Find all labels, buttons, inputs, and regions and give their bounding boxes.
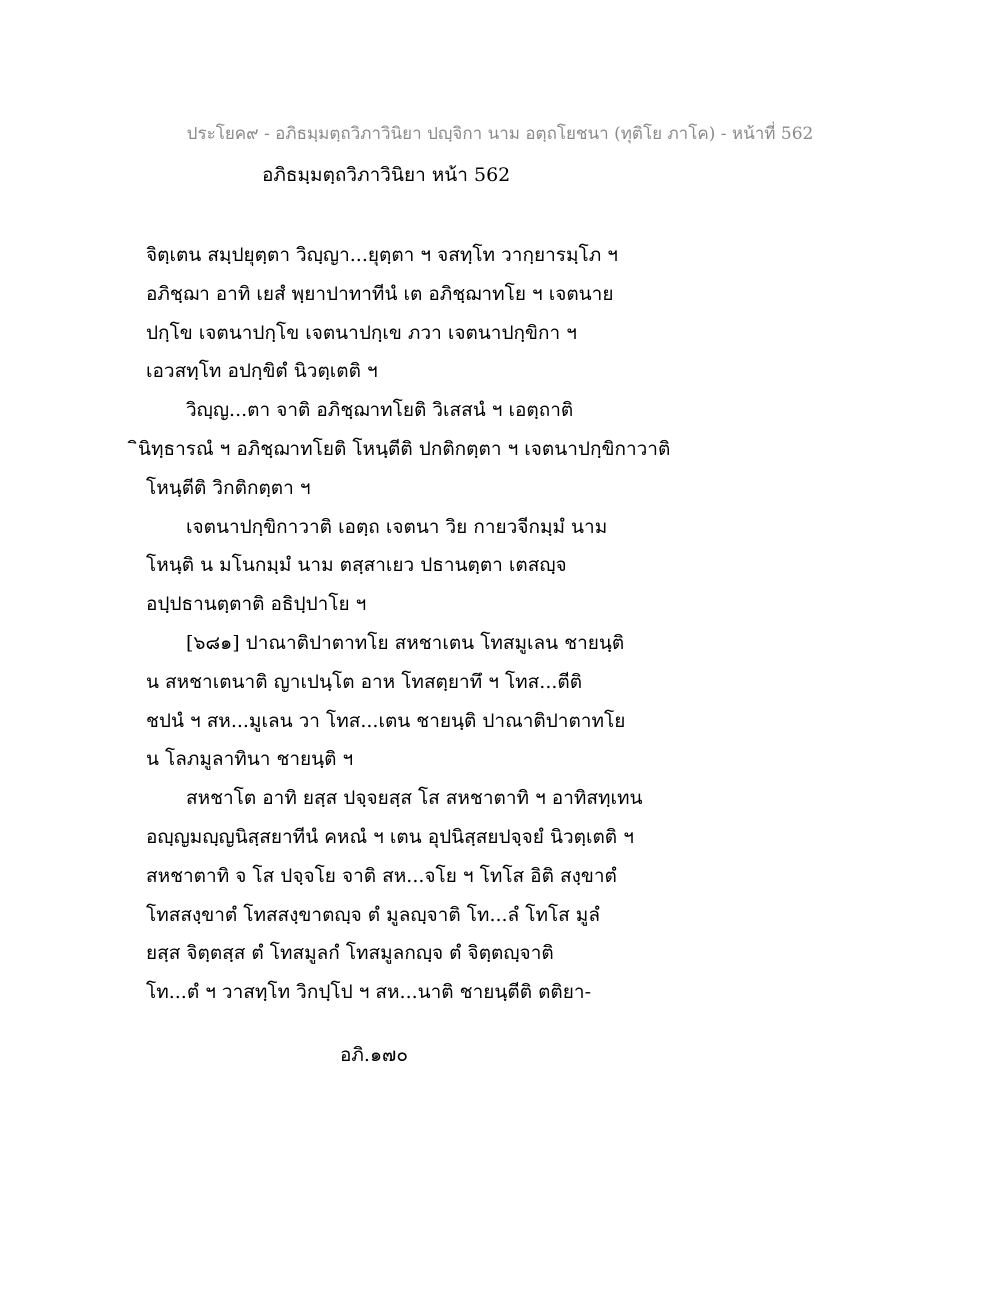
text-line: ปกฺโข เจตนาปกฺโข เจตนาปกฺเข ภวา เจตนาปกฺขิกา ฯ [146, 321, 577, 344]
text-line: น สหชาเตนาติ ญาเปนฺโต อาห โทสตฺยาทึ ฯ โทส...ตีติ [146, 670, 583, 693]
text-line: สหชาตาทิ จ โส ปจฺจโย จาติ สห...จโย ฯ โทโส อิติ สงฺขาตํ [146, 864, 617, 887]
text-line: น โลภมูลาทินา ชายนฺติ ฯ [146, 748, 354, 771]
page-title: อภิธมฺมตฺถวิภาวินิยา หน้า 562 [262, 164, 511, 186]
text-line: ยสฺส จิตฺตสฺส ตํ โทสมูลกํ โทสมูลกญฺจ ตํ จิตฺตญฺจาติ [146, 942, 554, 965]
text-line: สหชาโต อาทิ ยสฺส ปจฺจยสฺส โส สหชาตาทิ ฯ อาทิสทฺเทน [186, 787, 643, 810]
text-line: โหนฺติ น มโนกมฺมํ นาม ตสฺสาเยว ปธานตฺตา เตสญฺจ [146, 554, 567, 577]
text-line: โทสสงฺขาตํ โทสสงฺขาตญฺจ ตํ มูลญฺจาติ โท...ลํ โทโส มูลํ [146, 903, 600, 926]
text-line: [๖๘๑] ปาณาติปาตาทโย สหชาเตน โทสมูเลน ชายนฺติ [186, 631, 625, 654]
text-line: อภิชฺฌา อาทิ เยสํ พฺยาปาทาทีนํ เต อภิชฺฌาทโย ฯ เจตนาย [146, 282, 614, 305]
running-header-text: ประโยค๙ - อภิธมฺมตฺถวิภาวินิยา ปญฺจิกา นาม อตฺถโยชนา (ทุติโย ภาโค) - หน้าที่ 562 [186, 124, 814, 144]
text-line: จิตฺเตน สมฺปยุตฺตา วิญฺญา...ยุตฺตา ฯ จสทฺโท วากฺยารมฺโภ ฯ [146, 244, 618, 266]
running-header [0, 120, 1000, 147]
text-line: เจตนาปกฺขิกาวาติ เอตฺถ เจตนา วิย กายวจีกมฺมํ นาม [186, 515, 608, 538]
page-number: อภิ.๑๗๐ [340, 1044, 408, 1066]
text-line: ินิทฺธารณํ ฯ อภิชฺฌาทโยติ โหนฺตีติ ปกติกตฺตา ฯ เจตนาปกฺขิกาวาติ [138, 437, 671, 460]
text-line: โท...ตํ ฯ วาสทฺโท วิกปฺโป ฯ สห...นาติ ชายนฺตีติ ตติยา- [146, 981, 591, 1004]
body-text [138, 236, 706, 1012]
text-line: โหนฺตีติ วิกติกตฺตา ฯ [146, 476, 311, 499]
text-line: ชปนํ ฯ สห...มูเลน วา โทส...เตน ชายนฺติ ปาณาติปาตาทโย [146, 709, 626, 732]
text-line: วิญฺญ...ตา จาติ อภิชฺฌาทโยติ วิเสสนํ ฯ เอตฺถาติ [186, 399, 574, 422]
text-line: อญฺญมญฺญนิสฺสยาทีนํ คหณํ ฯ เตน อุปนิสฺสยปจฺจยํ นิวตฺเตติ ฯ [146, 825, 634, 848]
text-line: เอวสทฺโท อปกฺขิตํ นิวตฺเตติ ฯ [146, 360, 378, 383]
text-line: อปฺปธานตฺตาติ อธิปฺปาโย ฯ [146, 593, 367, 616]
